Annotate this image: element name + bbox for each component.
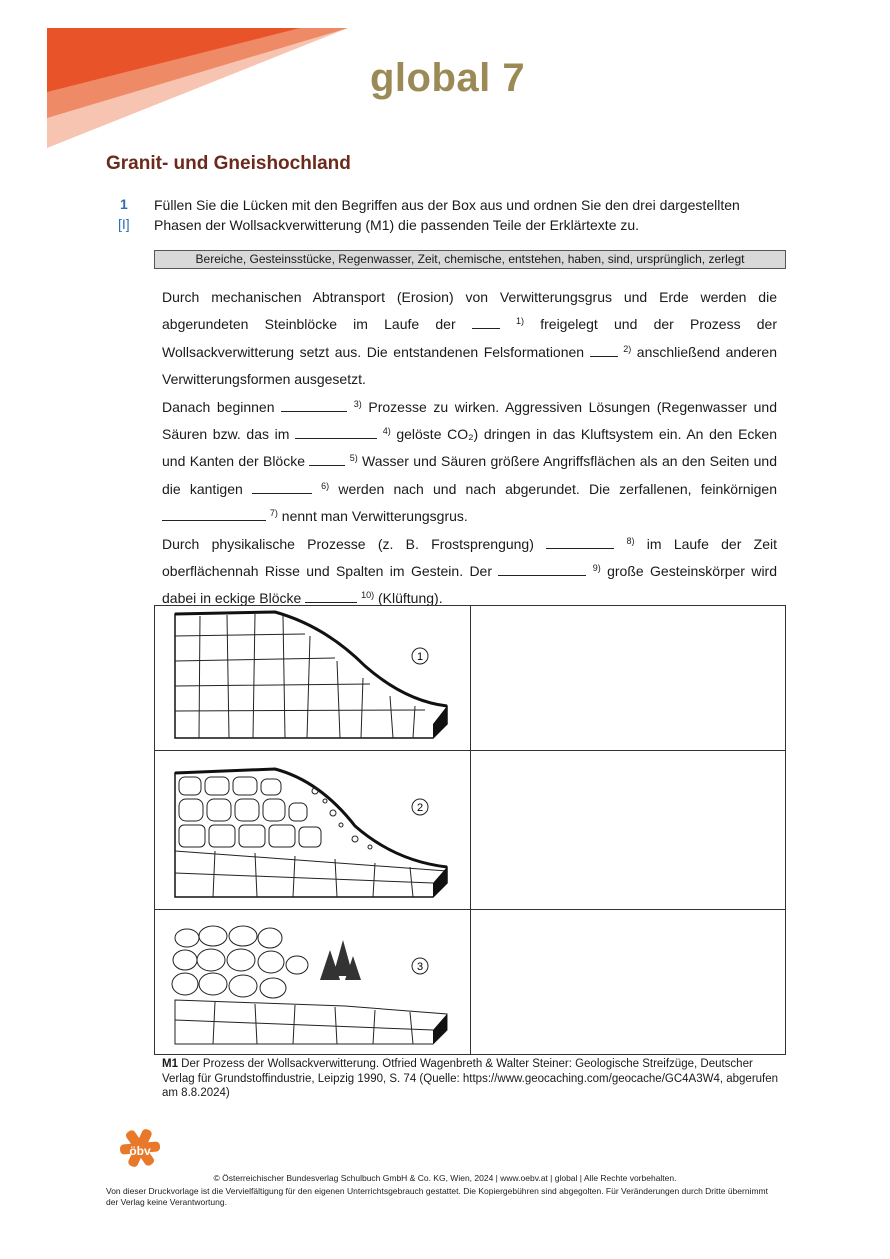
- cloze-paragraph: Durch mechanischen Abtransport (Erosion) von Verwitterungsgrus und Erde werden die abgerundeten Steinblöcke im Laufe der $^{1)}$ freigelegt und der Prozess der Wollsackverwitterung setzt aus. Die entstandenen Felsformationen $^{2)}$ anschließend anderen Verwitterungsformen ausgesetzt.: [162, 289, 777, 388]
- m1-figure-table: [154, 605, 786, 1055]
- cloze-paragraph: Danach beginnen $^{3)}$ Prozesse zu wirken. Aggressiven Lösungen (Regenwasser und Säuren bzw. das im $^{4)}$ gelöste CO₂) dringen in das Kluftsystem ein. An den Ecken und Kanten der Blöcke $^{5)}$ Wasser und Säuren größere Angriffsflächen als an den Seiten und die kantigen $^{6)}$ werden nach und nach abgerundet. Die zerfallenen, feinkörnigen $^{7)}$ nennt man Verwitterungsgrus.: [162, 398, 778, 525]
- task-level: [I]: [118, 216, 130, 232]
- svg-text:öbv: öbv: [129, 1144, 151, 1158]
- phase-3-illustration: [155, 910, 470, 1054]
- task-number: 1: [120, 196, 128, 212]
- gap-8[interactable]: [546, 534, 614, 549]
- gap-4[interactable]: [295, 424, 377, 439]
- phase-2-illustration-cell: [155, 751, 471, 910]
- gap-2[interactable]: [590, 342, 618, 357]
- page-title: Granit- und Gneishochland: [106, 153, 351, 174]
- phase-2-illustration: [155, 751, 470, 909]
- gap-1[interactable]: [472, 314, 500, 329]
- gap-10[interactable]: [305, 588, 357, 603]
- phase-1-answer-cell[interactable]: [471, 606, 786, 751]
- brand-title: global 7: [370, 56, 526, 100]
- footer-notice: Von dieser Druckvorlage ist die Vervielfältigung für den eigenen Unterrichtsgebrauch gestattet. Die Kopiergebühren sind abgegolten. Für Veränderungen durch Dritte übernimmt der Verlag keine Verantwortung.: [106, 1186, 768, 1207]
- phase-1-illustration: [155, 606, 470, 750]
- caption-label: M1: [162, 1058, 178, 1070]
- phase-3-answer-cell[interactable]: [471, 910, 786, 1055]
- caption-text: Der Prozess der Wollsackverwitterung. Otfried Wagenbreth & Walter Steiner: Geologische Streifzüge, Deutscher Verlag für Grundstoffindustrie, Leipzig 1990, S. 74 (Quelle: https://www.geocaching.com/geocache/GC4A3W4, abgerufen am 8.8.2024): [162, 1058, 779, 1099]
- phase-2-answer-cell[interactable]: [471, 751, 786, 910]
- word-box: Bereiche, Gesteinsstücke, Regenwasser, Zeit, chemische, entstehen, haben, sind, ursprünglich, zerlegt: [154, 250, 786, 269]
- header-banner: [0, 0, 360, 160]
- gap-5[interactable]: [309, 451, 345, 466]
- phase-1-number: 1: [416, 651, 424, 663]
- phase-3-number: 3: [416, 961, 424, 973]
- gap-9[interactable]: [498, 561, 586, 576]
- oebv-logo: [118, 1126, 162, 1170]
- gap-3[interactable]: [281, 397, 347, 412]
- footer-copyright: © Österreichischer Bundesverlag Schulbuch GmbH & Co. KG, Wien, 2024 | www.oebv.at | global | Alle Rechte vorbehalten.: [213, 1173, 677, 1183]
- gap-7[interactable]: [162, 506, 266, 521]
- cloze-text: [162, 284, 777, 613]
- phase-3-illustration-cell: [155, 910, 471, 1055]
- figure-caption: [162, 1057, 782, 1101]
- cloze-paragraph: Durch physikalische Prozesse (z. B. Frostsprengung) $^{8)}$ im Laufe der Zeit oberflächennah Risse und Spalten im Gestein. Der $^{9)}$ große Gesteinskörper wird dabei in eckige Blöcke $^{10)}$ (Klüftung).: [162, 535, 778, 607]
- phase-1-illustration-cell: [155, 606, 471, 751]
- phase-2-number: 2: [416, 802, 424, 814]
- gap-6[interactable]: [252, 479, 312, 494]
- task-instruction: Füllen Sie die Lücken mit den Begriffen aus der Box aus und ordnen Sie den drei dargestellten Phasen der Wollsackverwitterung (M1) die passenden Teile der Erklärtexte zu.: [154, 197, 740, 233]
